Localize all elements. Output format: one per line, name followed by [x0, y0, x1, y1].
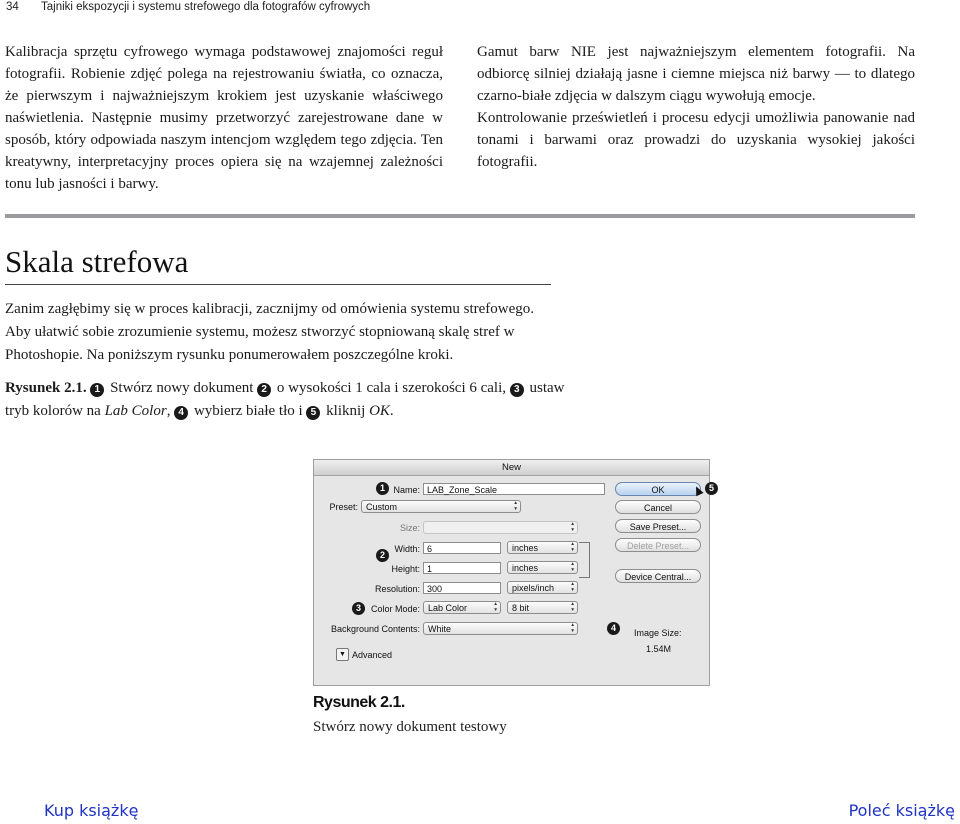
size-select — [423, 521, 578, 534]
running-title: Tajniki ekspozycji i systemu strefowego dla fotografów cyfrowych — [41, 1, 371, 13]
figure-steps — [5, 377, 565, 422]
color-mode-label: Color Mode: — [370, 604, 420, 614]
section-title: Skala strefowa — [5, 244, 189, 279]
step-3-punct: , — [166, 402, 171, 419]
step-3-text: ustaw tryb kolorów na — [5, 380, 565, 419]
background-select[interactable]: White ▴ ▾ — [423, 622, 578, 635]
width-input[interactable]: 6 — [423, 542, 501, 554]
preset-select[interactable]: Custom ▴ ▾ — [361, 500, 521, 513]
color-mode-select[interactable]: Lab Color ▴ ▾ — [423, 601, 501, 614]
resolution-label: Resolution: — [374, 584, 420, 594]
image-size-label: Image Size: — [634, 628, 682, 638]
figure-caption: Stwórz nowy dokument testowy — [313, 719, 507, 735]
step-3-marker: 3 — [510, 383, 524, 397]
advanced-label: Advanced — [352, 650, 393, 660]
name-label: Name: — [393, 485, 420, 495]
step-4-marker: 4 — [174, 406, 188, 420]
width-label: Width: — [394, 544, 420, 554]
save-preset-button[interactable]: Save Preset... — [615, 519, 701, 533]
bit-depth-select[interactable]: 8 bit ▴ ▾ — [507, 601, 578, 614]
step-5-text: kliknij — [326, 402, 366, 419]
figure-label: Rysunek 2.1. — [313, 694, 405, 711]
new-document-dialog — [313, 459, 714, 686]
constrain-link-bracket — [579, 542, 590, 578]
background-label: Background Contents: — [330, 624, 420, 634]
cancel-button[interactable]: Cancel — [615, 500, 701, 514]
step-2-marker: 2 — [257, 383, 271, 397]
right-column — [477, 41, 915, 173]
right-paragraph-2: Kontrolowanie prześwietleń i procesu edycji umożliwia panowanie nad tonami i barwami oraz prowadzi do uzyskania wysokiej jakości fotografii. — [477, 110, 915, 170]
marker-5: 5 — [705, 482, 718, 495]
section-intro: Zanim zagłębimy się w proces kalibracji, zacznijmy od omówienia systemu strefowego. Aby ułatwić sobie zrozumienie systemu, możesz stworzyć stopniowaną skalę stref w Photoshopie. Na poniższym rysunku ponumerowałem poszczególne kroki. — [5, 301, 535, 363]
left-paragraph: Kalibracja sprzętu cyfrowego wymaga podstawowej znajomości reguł fotografii. Robienie zdjęć polega na rejestrowaniu światła, co oznacza, że pierwszym i najważniejszym krokiem jest uzyskanie właściwego naświetlenia. Następnie musimy przetworzyć zarejestrowane dane w sposób, który odpowiada naszym intencjom względem tego zdjęcia. Ten kreatywny, interpretacyjny proces opiera się na wzajemnej zależności tonu lub jasności i barwy. — [5, 44, 443, 192]
marker-1: 1 — [376, 482, 389, 495]
page-number: 34 — [6, 1, 19, 13]
step-5-marker: 5 — [306, 406, 320, 420]
name-input[interactable]: LAB_Zone_Scale — [423, 483, 605, 495]
marker-4: 4 — [607, 622, 620, 635]
marker-3: 3 — [352, 602, 365, 615]
resolution-input[interactable]: 300 — [423, 582, 501, 594]
height-input[interactable]: 1 — [423, 562, 501, 574]
step-2-text: o wysokości 1 cala i szerokości 6 cali, — [276, 380, 507, 396]
step-5-punct: . — [389, 402, 394, 419]
recommend-book-link[interactable]: Poleć książkę — [848, 801, 955, 820]
resolution-unit-select[interactable]: pixels/inch ▴ ▾ — [507, 581, 578, 594]
size-label: Size: — [399, 523, 420, 533]
step-1-marker: 1 — [90, 383, 104, 397]
dialog-title: New — [314, 460, 709, 476]
step-3-mode: Lab Color — [104, 402, 167, 419]
preset-label: Preset: — [329, 502, 358, 512]
marker-2: 2 — [376, 549, 389, 562]
device-central-button[interactable]: Device Central... — [615, 569, 701, 583]
step-4-text: wybierz białe tło i — [193, 402, 303, 419]
section-divider — [5, 214, 915, 218]
height-unit-select[interactable]: inches ▴ ▾ — [507, 561, 578, 574]
delete-preset-button: Delete Preset... — [615, 538, 701, 552]
step-5-ok: OK — [369, 402, 390, 419]
buy-book-link[interactable]: Kup książkę — [44, 801, 139, 820]
ok-button[interactable]: OK — [615, 482, 701, 496]
left-column — [5, 41, 443, 195]
height-label: Height: — [391, 564, 420, 574]
advanced-toggle-icon[interactable]: ▼ — [336, 648, 349, 661]
figure-steps-label: Rysunek 2.1. — [5, 380, 87, 396]
right-paragraph-1: Gamut barw NIE jest najważniejszym elementem fotografii. Na odbiorcę silniej działają jasne i ciemne miejsca niż barwy — to dlatego czarno-białe zdjęcia w dalszym ciągu wywołują emocje. — [477, 44, 915, 104]
image-size-value: 1.54M — [646, 644, 672, 654]
width-unit-select[interactable]: inches ▴ ▾ — [507, 541, 578, 554]
step-1-text: Stwórz nowy dokument — [110, 380, 254, 396]
title-underline — [5, 284, 551, 285]
